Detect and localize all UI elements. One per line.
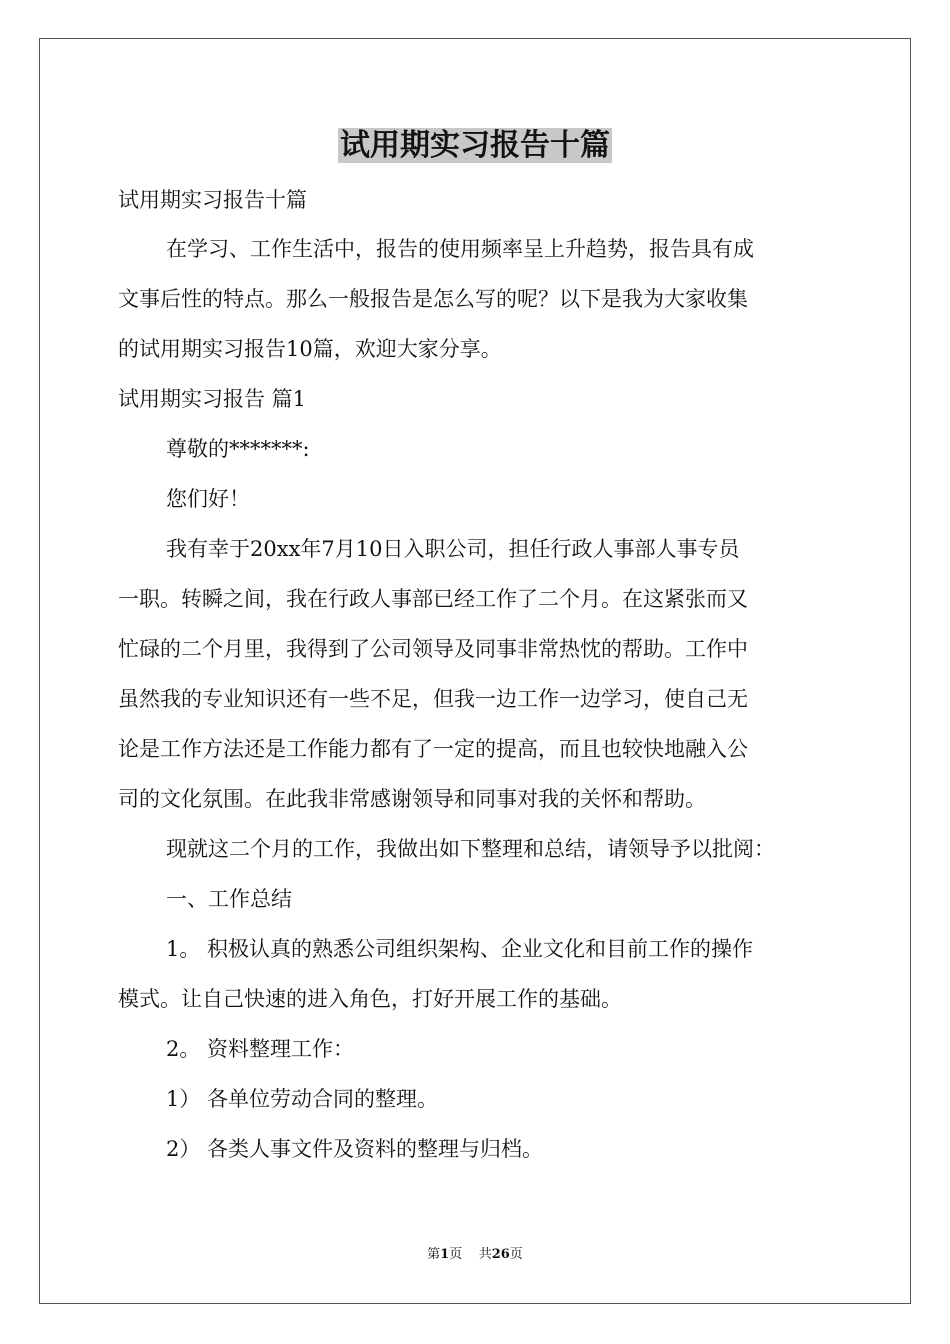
body-line: 现就这二个月的工作，我做出如下整理和总结，请领导予以批阅： (166, 837, 775, 861)
list-item: 1。 积极认真的熟悉公司组织架构、企业文化和目前工作的操作 (166, 937, 754, 961)
body-line: 在学习、工作生活中，报告的使用频率呈上升趋势，报告具有成 (166, 237, 754, 261)
body-line: 的试用期实习报告10篇，欢迎大家分享。 (118, 337, 502, 361)
footer-prefix: 第 (427, 1247, 441, 1262)
page-footer (0, 1246, 950, 1264)
body-line: 我有幸于20xx年7月10日入职公司，担任行政人事部人事专员 (166, 537, 740, 561)
document-title (0, 126, 950, 166)
sub-list-item: 2） 各类人事文件及资料的整理与归档。 (166, 1137, 544, 1161)
body-line: 一职。转瞬之间，我在行政人事部已经工作了二个月。在这紧张而又 (118, 587, 748, 611)
footer-total-prefix: 共 (478, 1247, 492, 1262)
footer-total-pages: 26 (491, 1247, 510, 1262)
body-line: 试用期实习报告十篇 (118, 188, 307, 212)
footer-total-suffix: 页 (509, 1247, 523, 1262)
subsection-heading: 一、工作总结 (166, 887, 292, 911)
body-line: 论是工作方法还是工作能力都有了一定的提高，而且也较快地融入公 (118, 737, 748, 761)
footer-page-suffix: 页 (449, 1247, 463, 1262)
document-title-text: 试用期实习报告十篇 (340, 128, 610, 163)
body-line: 忙碌的二个月里，我得到了公司领导及同事非常热忱的帮助。工作中 (118, 637, 748, 661)
body-line: 文事后性的特点。那么一般报告是怎么写的呢？以下是我为大家收集 (118, 287, 748, 311)
salutation: 尊敬的*******: (166, 437, 310, 461)
section-heading: 试用期实习报告 篇1 (118, 387, 307, 411)
list-item: 2。 资料整理工作： (166, 1037, 355, 1061)
body-line: 司的文化氛围。在此我非常感谢领导和同事对我的关怀和帮助。 (118, 787, 706, 811)
footer-page-number: 1 (440, 1247, 450, 1262)
greeting: 您们好！ (166, 487, 250, 511)
sub-list-item: 1） 各单位劳动合同的整理。 (166, 1087, 439, 1111)
page-border (39, 38, 911, 1304)
list-item-continuation: 模式。让自己快速的进入角色，打好开展工作的基础。 (118, 987, 622, 1011)
body-line: 虽然我的专业知识还有一些不足，但我一边工作一边学习，使自己无 (118, 687, 748, 711)
